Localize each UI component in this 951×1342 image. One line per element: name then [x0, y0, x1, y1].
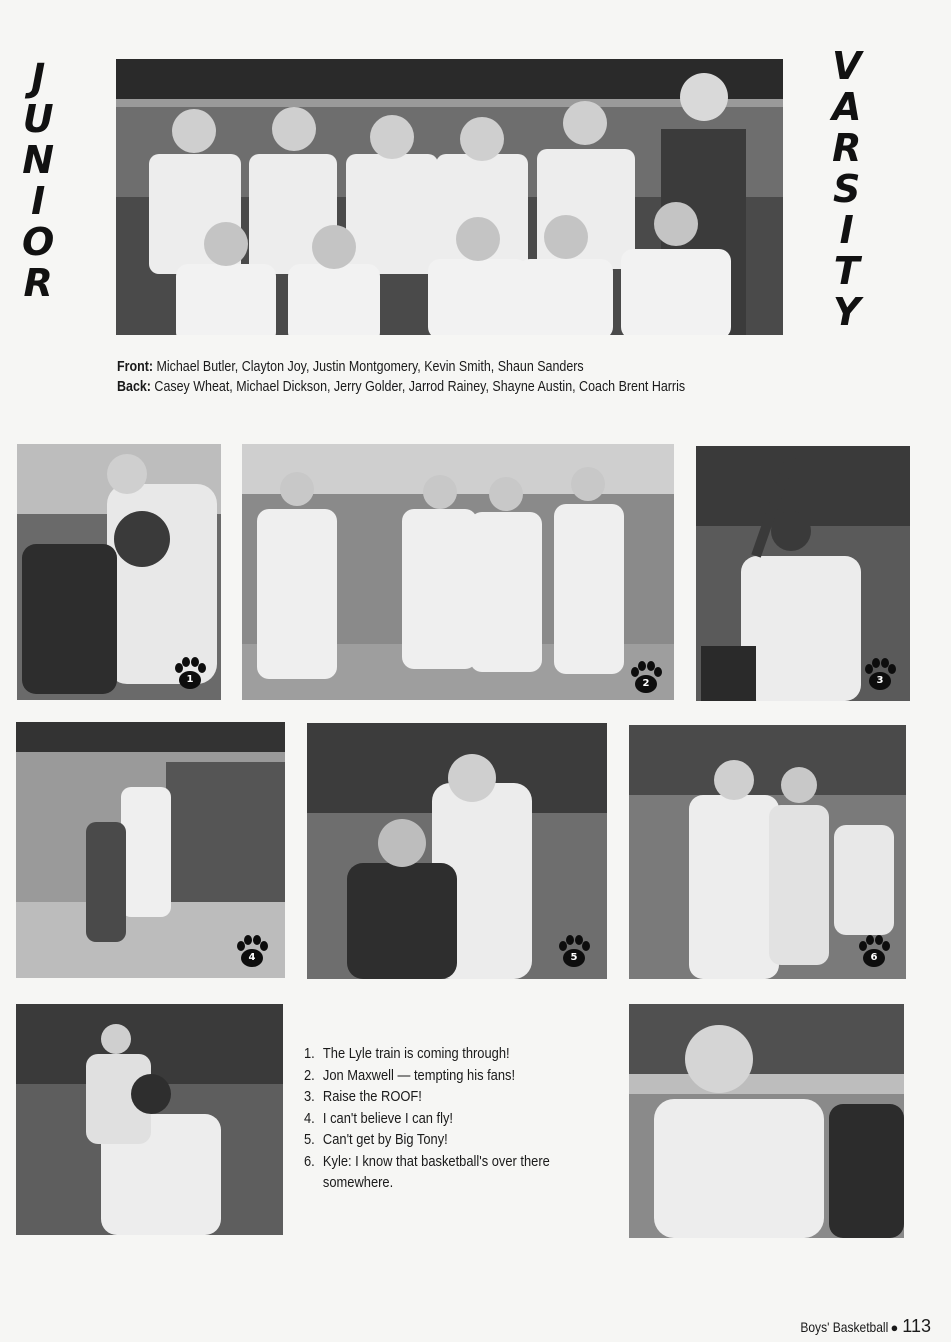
- photo-number: 2: [642, 677, 650, 689]
- back-row-line: [117, 377, 736, 397]
- heading-letter: O: [22, 220, 55, 264]
- caption-item: [304, 1151, 588, 1194]
- team-caption: [117, 357, 736, 397]
- action-photo-2: [242, 444, 674, 700]
- page-footer: [786, 1316, 931, 1337]
- caption-text: Raise the ROOF!: [322, 1088, 422, 1105]
- paw-badge-4: [232, 932, 272, 972]
- caption-text: Jon Maxwell — tempting his fans!: [322, 1066, 516, 1084]
- paw-badge-5: [554, 932, 594, 972]
- heading-letter: S: [833, 167, 861, 211]
- caption-item: [304, 1086, 588, 1108]
- team-photo: [116, 59, 783, 335]
- paw-badge-2: [626, 658, 666, 698]
- caption-text: Can't get by Big Tony!: [322, 1131, 448, 1148]
- caption-number: 2.: [304, 1066, 315, 1084]
- photo-number: 3: [876, 674, 884, 686]
- heading-letter: R: [23, 261, 53, 305]
- heading-letter: I: [31, 179, 46, 223]
- paw-badge-3: [860, 655, 900, 695]
- front-label: Front:: [117, 359, 154, 375]
- page-number: 113: [902, 1316, 931, 1336]
- heading-letter: R: [832, 126, 862, 170]
- photo-number: 4: [248, 951, 256, 963]
- photo-captions: [304, 1043, 588, 1194]
- back-label: Back:: [117, 379, 151, 395]
- front-names: Michael Butler, Clayton Joy, Justin Montgomery, Kevin Smith, Shaun Sanders: [156, 359, 584, 375]
- action-photo-7: [16, 1004, 283, 1235]
- bullet-icon: ●: [890, 1320, 899, 1335]
- paw-badge-1: [170, 654, 210, 694]
- heading-letter: N: [22, 138, 55, 182]
- heading-letter: V: [832, 44, 862, 88]
- caption-number: 5.: [304, 1131, 315, 1148]
- heading-letter: Y: [832, 290, 861, 334]
- caption-item: [304, 1108, 588, 1130]
- photo-number: 5: [570, 951, 578, 963]
- caption-number: 6.: [304, 1152, 315, 1170]
- paw-badge-6: [854, 932, 894, 972]
- back-names: Casey Wheat, Michael Dickson, Jerry Golder, Jarrod Rainey, Shayne Austin, Coach Brent Harris: [154, 379, 686, 395]
- photo-number: 6: [870, 951, 878, 963]
- caption-item: [304, 1129, 588, 1151]
- caption-item: [304, 1065, 588, 1087]
- heading-letter: J: [31, 56, 46, 100]
- caption-text: The Lyle train is coming through!: [322, 1045, 510, 1062]
- heading-letter: T: [833, 249, 860, 293]
- caption-item: [304, 1043, 588, 1065]
- caption-text: I can't believe I can fly!: [322, 1109, 454, 1127]
- caption-text: Kyle: I know that basketball's over there somewhere.: [322, 1152, 550, 1191]
- action-photo-8: [629, 1004, 904, 1238]
- caption-number: 3.: [304, 1088, 315, 1105]
- heading-letter: I: [839, 208, 854, 252]
- photo-number: 1: [186, 673, 194, 685]
- caption-number: 1.: [304, 1045, 315, 1062]
- heading-letter: U: [22, 97, 54, 141]
- heading-letter: A: [832, 85, 862, 129]
- heading-varsity: [832, 46, 861, 333]
- caption-number: 4.: [304, 1109, 315, 1127]
- section-title: Boys' Basketball: [800, 1319, 889, 1335]
- heading-junior: [22, 58, 54, 304]
- front-row-line: [117, 357, 736, 377]
